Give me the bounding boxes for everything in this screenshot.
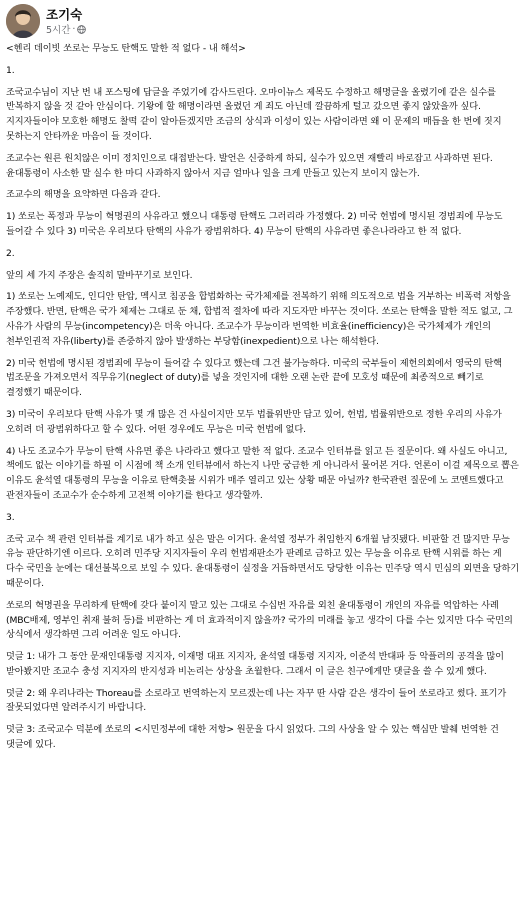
avatar[interactable] <box>6 4 40 38</box>
footnote: 덧글 2: 왜 우리나라는 Thoreau를 소로라고 번역하는지 모르겠는데 나는 자꾸 딴 사람 같은 생각이 들어 쏘로라고 썼다. 표기가 잘못되었다면 알려주시기 바랍니다. <box>6 687 507 714</box>
section-number: 1. <box>6 64 15 76</box>
section-number: 3. <box>6 511 15 523</box>
post-time[interactable]: 5시간 <box>46 25 71 36</box>
post-body <box>0 42 528 753</box>
globe-icon <box>77 25 86 34</box>
post-meta <box>46 22 86 36</box>
separator-dot: · <box>72 23 76 35</box>
paragraph: 1) 쏘로는 폭정과 무능이 혁명권의 사유라고 했으니 대통령 탄핵도 그러리라 가정했다. 2) 미국 헌법에 명시된 경범죄에 무능도 들어갈 수 있다 3) 미국은 우리보다 탄핵의 사유가 광범위하다. 4) 무능이 탄핵의 사유라면 좋은나라라고 한 적 없다. <box>6 211 503 237</box>
author-name[interactable]: 조기숙 <box>46 7 83 22</box>
paragraph: 1) 쏘로는 노예제도, 인디안 탄압, 멕시코 침공을 합법화하는 국가체제를 전복하기 위해 의도적으로 법을 거부하는 비폭력 저항을 주장했다. 반면, 탄핵은 국가 체제는 그대로 둔 채, 합법적 절차에 따라 지도자만 바꾸는 것이다. 쏘로는 탄핵을 말한 적도 없고, 그 사유가 사람의 무능(incompetency)은 더욱 아니다. 조교수가 무능이라 번역한 비효율(inefficiency)은 국가체제가 개인의 천부인권적 자유(liberty)를 존중하지 않아 발생하는 부당함(inexpedient)으로 나는 해석한다. <box>6 291 513 347</box>
post-header <box>0 0 528 42</box>
footnote: 덧글 1: 내가 그 동안 문재인대통령 지지자, 이재명 대표 지지자, 윤석열 대통령 지지자, 이준석 반대파 등 악플러의 공격을 많이 받아봤지만 조교수 충성 지지자의 반지성과 비논리는 상상을 초월한다. 그래서 이 글은 친구에게만 댓글을 쓸 수 있게 했다. <box>6 651 504 677</box>
paragraph: 조교수의 해명을 요약하면 다음과 같다. <box>6 189 161 201</box>
paragraph: 조국교수님이 지난 번 내 포스팅에 답글을 주었기에 감사드린다. 오마이뉴스 제목도 수정하고 해명글을 올렸기에 같은 실수를 반복하지 않을 것 같아 안심이다. 기왕에 할 해명이라면 올렸던 게 죄도 아닌데 깔끔하게 털고 갔으면 좋지 않았을까 싶다. 지지자들이야 모호한 해명도 찰떡 같이 알아듣겠지만 조금의 상식과 이성이 있는 사람이라면 왜 이 문제의 매듭을 한 번에 짓지 못하는지 안타까운 마음이 들 것이다. <box>6 86 502 142</box>
section-number: 2. <box>6 247 15 259</box>
paragraph: 조교수는 원른 원치않은 이미 정치인으로 대접받는다. 발언은 신중하게 하되, 실수가 있으면 재빨리 바로잡고 사과하면 된다. 윤대통령이 사소한 말 실수 한 마디 사과하지 않아서 지금 얼마나 일을 크게 만들고 있는지 보이지 않는가. <box>6 152 493 179</box>
paragraph: 2) 미국 헌법에 명시된 경범죄에 무능이 들어갈 수 있다고 했는데 그건 불가능하다. 미국의 국부들이 제헌의회에서 영국의 탄핵 법조문을 가져오면서 직무유기(neglect of duty)를 넣을 것인지에 대한 오랜 논란 끝에 모호성 때문에 최종적으로 빼기로 결정했기 때문이다. <box>6 357 502 399</box>
paragraph: 쏘로의 혁명권을 무리하게 탄핵에 갖다 붙이지 말고 있는 그대로 수십번 자유를 외친 윤대통령이 개인의 자유를 억압하는 사례(MBC배제, 영부인 취재 불허 등)를 비판하는 게 더 효과적이지 않을까? 국가의 미래를 놓고 생각이 다를 수는 있지만 다수 국민의 상식에서 생각하면 그리 어려운 일도 아니다. <box>6 599 513 641</box>
post-title: <헨리 데이빗 쏘로는 무능도 탄핵도 말한 적 없다 - 내 해석> <box>6 43 246 54</box>
paragraph: 앞의 세 가지 주장은 솔직히 말바꾸기로 보인다. <box>6 269 193 281</box>
paragraph: 4) 나도 조교수가 무능이 탄핵 사유면 좋은 나라라고 했다고 말한 적 없다. 조교수 인터뷰를 읽고 든 질문이다. 왜 사실도 아니고, 책에도 없는 이야기를 하필 이 시점에 책 소개 인터뷰에서 하는지 나만 궁금한 게 아니라서 물어본 거다. 언론이 이걸 제목으로 뽑은 이유도 윤석열 대통령의 무능을 이유로 탄핵촛불 시위가 매주 열리고 있는 상황 때문 아닐까? 한국관련 질문에 노 코멘트했다고 관전자들이 조교수가 순수하게 고전책 이야기를 한다고 생각할까. <box>6 445 519 501</box>
paragraph: 조국 교수 책 관련 인터뷰를 계기로 내가 하고 싶은 말은 이거다. 윤석열 정부가 취임한지 6개월 남짓됐다. 비판할 건 많지만 무능 유능 판단하기엔 이르다. 오히려 민주당 지지자들이 우리 헌법재판소가 판례로 금하고 있는 무능을 이유로 탄핵 시위를 하는 게 다수 국민을 눈에는 대선불복으로 보일 수 있다. 윤대통령이 실정을 거듭하면서도 당당한 이유는 민주당 역시 민심의 외면을 당하기 때문이다. <box>6 533 520 589</box>
profile-photo-icon <box>6 4 40 38</box>
footnote: 덧글 3: 조국교수 덕분에 쏘로의 <시민정부에 대한 저항> 원문을 다시 읽었다. 그의 사상을 알 수 있는 핵심만 발췌 번역한 건 댓글에 있다. <box>6 724 499 751</box>
paragraph: 3) 미국이 우리보다 탄핵 사유가 몇 개 많은 건 사실이지만 모두 법률위반만 담고 있어, 헌법, 법률위반으로 정한 우리의 사유가 오히려 더 광범위하다고 할 수 있다. 어떤 경우에도 무능은 미국 헌법에 없다. <box>6 408 502 435</box>
